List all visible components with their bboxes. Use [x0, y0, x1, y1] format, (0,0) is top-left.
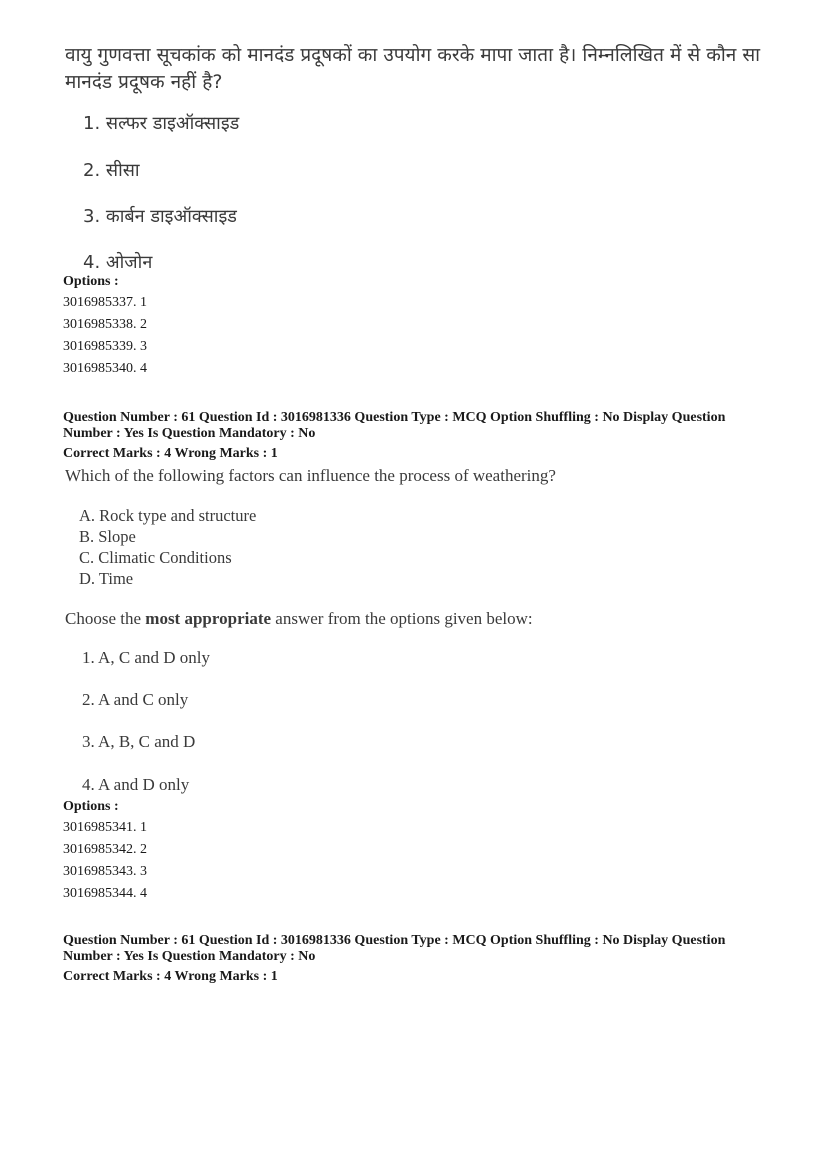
question-text-hindi-line2: मानदंड प्रदूषक नहीं है? [65, 71, 223, 93]
question-meta-line2: Number : Yes Is Question Mandatory : No [63, 426, 316, 441]
statement-d: D. Time [79, 569, 134, 588]
option-id-3: 3016985339. 3 [63, 339, 147, 354]
option-id-4: 3016985340. 4 [63, 361, 147, 376]
question-text: Which of the following factors can influence the process of weathering? [65, 466, 556, 485]
options-label: Options : [63, 799, 119, 814]
statement-b: B. Slope [79, 527, 136, 546]
question-meta-line1: Question Number : 61 Question Id : 3016981336 Question Type : MCQ Option Shuffling : No Display Question [63, 410, 726, 425]
answer-choice-1: 1. A, C and D only [82, 648, 210, 667]
answer-choice-2: 2. A and C only [82, 690, 189, 709]
question-text-hindi-line1: वायु गुणवत्ता सूचकांक को मानदंड प्रदूषकों का उपयोग करके मापा जाता है। निम्नलिखित में से कौन सा [65, 44, 761, 66]
statement-a: A. Rock type and structure [79, 506, 257, 525]
option-id-4: 3016985344. 4 [63, 886, 147, 901]
answer-choice-1: 1. सल्फर डाइऑक्साइड [83, 113, 240, 134]
option-id-2: 3016985338. 2 [63, 317, 147, 332]
option-id-1: 3016985341. 1 [63, 820, 147, 835]
answer-choice-4: 4. A and D only [82, 775, 190, 794]
answer-choice-4: 4. ओजोन [83, 252, 153, 273]
question-meta-line1: Question Number : 61 Question Id : 3016981336 Question Type : MCQ Option Shuffling : No Display Question [63, 933, 726, 948]
answer-choice-3: 3. कार्बन डाइऑक्साइड [83, 206, 237, 227]
question-meta-line2: Number : Yes Is Question Mandatory : No [63, 949, 316, 964]
option-id-2: 3016985342. 2 [63, 842, 147, 857]
marks-info: Correct Marks : 4 Wrong Marks : 1 [63, 969, 278, 984]
answer-choice-3: 3. A, B, C and D [82, 732, 196, 751]
options-label: Options : [63, 274, 119, 289]
statement-c: C. Climatic Conditions [79, 548, 232, 567]
option-id-3: 3016985343. 3 [63, 864, 147, 879]
marks-info: Correct Marks : 4 Wrong Marks : 1 [63, 446, 278, 461]
answer-choice-2: 2. सीसा [83, 160, 140, 181]
instruction-text: Choose the most appropriate answer from the options given below: [65, 609, 533, 628]
option-id-1: 3016985337. 1 [63, 295, 147, 310]
